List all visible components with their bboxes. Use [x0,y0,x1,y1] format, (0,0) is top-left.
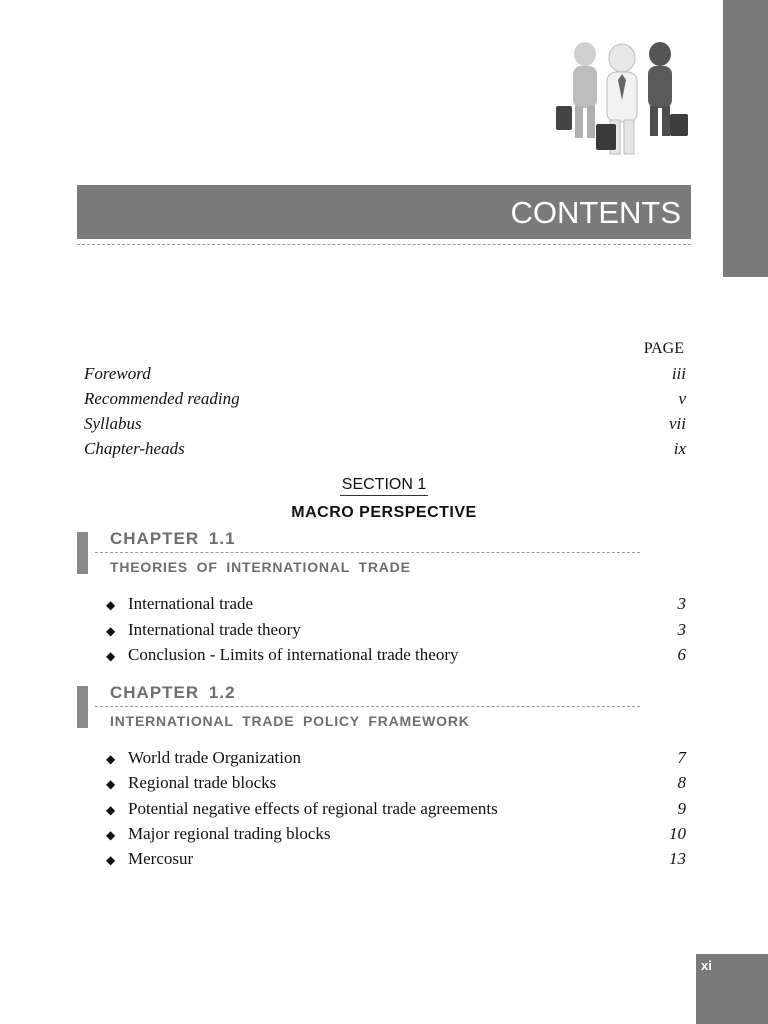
toc-item[interactable] [106,645,686,665]
toc-item[interactable] [106,620,686,640]
section-number-text: SECTION 1 [340,476,428,496]
chapter-label: CHAPTER 1.2 [110,683,236,702]
toc-item-label: International trade [128,594,254,613]
front-matter-label: Chapter-heads [84,439,185,458]
toc-item[interactable] [106,849,686,869]
diamond-bullet-icon: ◆ [106,828,116,842]
page-number-tab [696,954,768,1024]
toc-item-label: Conclusion - Limits of international trade theory [128,645,459,664]
toc-item[interactable] [106,799,686,819]
toc-item-page: 3 [677,594,686,613]
toc-item[interactable] [106,824,686,844]
toc-item[interactable] [106,594,686,614]
diamond-bullet-icon: ◆ [106,853,116,867]
front-matter-page: v [678,389,686,408]
business-people-illustration [552,36,697,164]
diamond-bullet-icon: ◆ [106,649,116,663]
section-number [0,476,768,494]
toc-item[interactable] [106,748,686,768]
front-matter-label: Syllabus [84,414,142,433]
toc-item[interactable] [106,773,686,793]
front-matter-row[interactable] [84,364,686,384]
toc-item-page: 3 [677,620,686,639]
diamond-bullet-icon: ◆ [106,598,116,612]
banner-divider [77,244,691,245]
toc-item-label: Major regional trading blocks [128,824,331,843]
toc-item-page: 6 [677,645,686,664]
chapter-label: CHAPTER 1.1 [110,529,236,548]
toc-item-label: Potential negative effects of regional trade agreements [128,799,498,818]
diamond-bullet-icon: ◆ [106,803,116,817]
toc-item-label: Regional trade blocks [128,773,277,792]
side-tab [723,0,768,277]
front-matter-row[interactable] [84,439,686,459]
section-title: MACRO PERSPECTIVE [291,504,477,521]
diamond-bullet-icon: ◆ [106,624,116,638]
chapter-marker-bar [77,532,88,574]
front-matter-label: Foreword [84,364,151,383]
contents-banner: CONTENTS [77,185,691,239]
toc-item-label: World trade Organization [128,748,301,767]
front-matter-label: Recommended reading [84,389,240,408]
page-column-label: PAGE [643,340,684,357]
chapter-title: INTERNATIONAL TRADE POLICY FRAMEWORK [110,713,470,729]
front-matter-row[interactable] [84,389,686,409]
toc-item-page: 9 [677,799,686,818]
toc-item-page: 10 [669,824,686,843]
diamond-bullet-icon: ◆ [106,777,116,791]
toc-item-label: International trade theory [128,620,301,639]
toc-item-page: 7 [677,748,686,767]
toc-item-label: Mercosur [128,849,194,868]
toc-item-page: 8 [677,773,686,792]
front-matter-page: ix [673,439,686,458]
front-matter-row[interactable] [84,414,686,434]
chapter-divider [95,552,640,553]
page-number: xi [701,958,712,973]
chapter-marker-bar [77,686,88,728]
diamond-bullet-icon: ◆ [106,752,116,766]
chapter-divider [95,706,640,707]
chapter-title: THEORIES OF INTERNATIONAL TRADE [110,559,411,575]
toc-item-page: 13 [669,849,686,868]
front-matter-page: iii [671,364,686,383]
front-matter-page: vii [669,414,686,433]
